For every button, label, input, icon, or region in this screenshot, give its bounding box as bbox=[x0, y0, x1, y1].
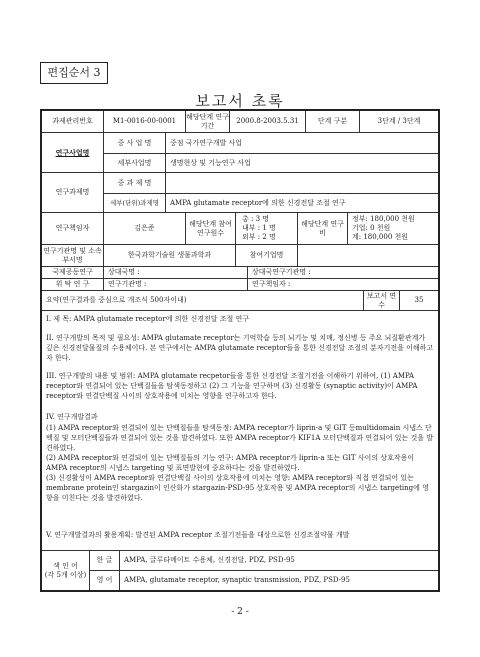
page-title: 보고서 초록 bbox=[195, 92, 285, 110]
summary-row bbox=[42, 291, 438, 311]
pages-value: 35 bbox=[414, 296, 424, 304]
count-internal: 내부 : 1 명 bbox=[242, 224, 276, 232]
keywords-ko-value: AMPA, 글루타메이트 수용체, 신경전달, PDZ, PSD-95 bbox=[124, 556, 295, 564]
company-value bbox=[298, 245, 438, 266]
lead-name: 김은준 bbox=[104, 213, 186, 244]
intl-row bbox=[42, 267, 438, 279]
summary-body bbox=[42, 311, 438, 551]
count-external: 외부 : 2 명 bbox=[242, 233, 276, 241]
company-label: 참여기업명 bbox=[236, 245, 298, 266]
partner-inst-label: 상대국연구기관명 : bbox=[252, 268, 311, 276]
count-total: 총 : 3 명 bbox=[242, 215, 270, 223]
period-value: 2000.8-2003.5.31 bbox=[230, 111, 306, 132]
keywords-ko-label: 한 글 bbox=[90, 551, 120, 570]
task-group-label: 연구과제명 bbox=[42, 173, 104, 212]
contract-label: 위 탁 연 구 bbox=[42, 279, 104, 290]
period-label: 해당단계 연구기간 bbox=[186, 111, 230, 132]
large-task-label: 중 과 제 명 bbox=[104, 173, 166, 193]
count-label: 해당단계 참여연구원수 bbox=[186, 213, 236, 244]
summary-label: 요약(연구결과를 중심으로 개조식 500자이내) bbox=[42, 291, 364, 310]
abstract-form bbox=[40, 109, 440, 592]
section-scope: III. 연구개발의 내용 및 범위: AMPA glutamate recpetor들을 통한 신경전달 조절기전을 이해하기 위하여, (1) AMPA receptor와 연결되어 있는 단백질들을 탐색동정하고 (2) 그 기능을 연구하며 (3) 신경활동 (synaptic activity)이 AMPA receptor와 연결단백질 사이의 상호작용에 미치는 영향을 연구하고자 한다. bbox=[46, 372, 418, 400]
org-row bbox=[42, 245, 438, 267]
keywords-en-label: 영 어 bbox=[90, 570, 120, 590]
cost-company: 기업: 0 천원 bbox=[352, 224, 391, 232]
pages-label: 보고서 면수 bbox=[364, 291, 400, 310]
cost-gov: 정부: 180,000 천원 bbox=[352, 215, 415, 223]
project-group bbox=[42, 133, 438, 173]
detail-task-label: 세부(단위)과제명 bbox=[104, 193, 166, 213]
keywords-row bbox=[42, 551, 438, 590]
keywords-label-main: 색 인 어 bbox=[53, 561, 78, 570]
section-title: I. 제 목: AMPA glutamate receptor에 의한 신경전달 조절 연구 bbox=[46, 315, 250, 323]
count-values bbox=[236, 213, 298, 244]
keywords-label bbox=[42, 551, 90, 590]
section-purpose: II. 연구개발의 목적 및 필요성: AMPA glutamate receptor는 기억학습 등의 뇌기능 및 치매, 정신병 등 주요 뇌질환관계가 깊은 신경전달물질의 수용체이다. 본 연구에서는 AMPA glutamate receptor들을 통한 신경전달 조절의 분자기전을 이해하고자 한다. bbox=[46, 334, 434, 362]
section-results: (1) AMPA receptor와 연결되어 있는 단백질들을 탐색동정: AMPA receptor가 liprin-a 및 GIT 등multidomain 시냅스 단백질 및 모터단백질들과 연결되어 있는 것을 발견하였다. 또한 AMPA receptor가 KIF1A 모터단백질과 연결되어 있는 것을 발견하였다. (2) AMPA receptor와 연결되어 있는 단백질들의 기능 연구: AMPA receptor가 liprin-a 또는 GIT 사이의 상호작용이 AMPA receptor의 시냅스 targeting 및 표면발현에 중요하다는 것을 발견하였다. (3) 신경활성이 AMPA receptor와 연결단백질 사이의 상호작용에 미치는 영향: AMPA receptor와 직접 연결되어 있는 membrane protein인 stargazin이 인산화가 stargazin-PSD-95 상호작용 및 AMPA receptor의 시냅스 targeting에 영향을 미친다는 것을 발견하였다. bbox=[46, 424, 433, 502]
large-task-value bbox=[166, 173, 438, 193]
cost-label: 해당단계 연구비 bbox=[298, 213, 348, 244]
cost-values bbox=[348, 213, 438, 244]
project-group-label: 연구사업명 bbox=[42, 133, 104, 172]
org-label: 연구기관명 및 소속부서명 bbox=[42, 245, 104, 266]
researcher-row bbox=[42, 213, 438, 245]
page-number: - 2 - bbox=[231, 607, 249, 617]
contract-inst-label: 연구기관명 : bbox=[104, 279, 248, 290]
keywords-en-value: AMPA, glutamate receptor, synaptic transmission, PDZ, PSD-95 bbox=[124, 575, 350, 584]
partner-country-label: 상대국명 : bbox=[104, 267, 248, 278]
sub-project-value: 생명현상 및 기능연구 사업 bbox=[170, 158, 252, 167]
contract-row bbox=[42, 279, 438, 291]
lead-label: 연구책임자 bbox=[42, 213, 104, 244]
cost-total: 계: 180,000 천원 bbox=[352, 233, 409, 241]
contract-lead-label: 연구책임자 : bbox=[252, 280, 291, 288]
section-results-title: IV. 연구개발결과 bbox=[46, 413, 98, 421]
stage-label: 단계 구분 bbox=[306, 111, 360, 132]
task-group bbox=[42, 173, 438, 213]
org-value: 한국과학기술원 생물과학과 bbox=[104, 245, 236, 266]
mgmt-no-value: M1-0016-00-0001 bbox=[104, 111, 186, 132]
mgmt-no-label: 과제관리번호 bbox=[42, 111, 104, 132]
keywords-label-sub: (각 5개 이상) bbox=[44, 570, 87, 579]
edit-order-box: 편집순서 3 bbox=[40, 62, 108, 84]
main-project-label: 중 사 업 명 bbox=[104, 133, 166, 153]
detail-task-value: AMPA glutamate receptor에 의한 신경전달 조절 연구 bbox=[170, 198, 346, 207]
stage-value: 3단계 / 3단계 bbox=[377, 117, 421, 125]
main-project-value: 중점 국가연구개발 사업 bbox=[170, 138, 243, 147]
section-plan: V. 연구개발결과의 활용계획: 발견된 AMPA receptor 조절기전들을 대상으로한 신경조절약물 개발 bbox=[46, 531, 350, 539]
intl-label: 국제공동연구 bbox=[42, 267, 104, 278]
sub-project-label: 세부사업명 bbox=[104, 153, 166, 173]
header-row bbox=[42, 111, 438, 133]
